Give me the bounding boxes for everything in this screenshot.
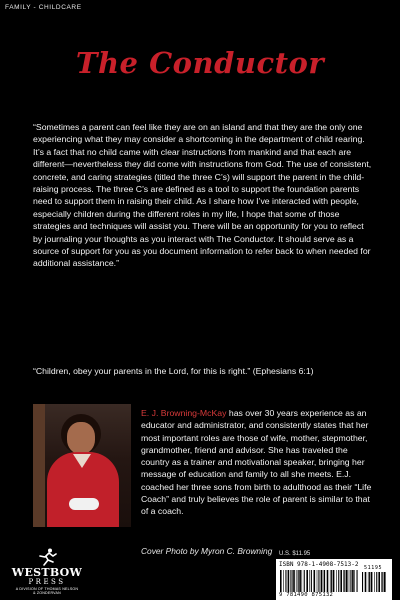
publisher-logo [6, 548, 88, 598]
author-bio-text: has over 30 years experience as an educator and administrator, and consistently states that her most important roles are those of wife, mother, stepmother, grandmother, friend and advisor. She has traveled the country as a trainer and motivational speaker, bringing her message of education and family to all she meets. E.J. coached her three sons from birth to adulthood as their “Life Coach” and truly believes the role of parent is similar to that of a coach. [141, 408, 372, 517]
publisher-press: PRESS [28, 578, 66, 586]
isbn-barcode [276, 559, 392, 600]
publisher-division-line1: A DIVISION OF THOMAS NELSON [15, 587, 79, 591]
price-label: U.S. $11.95 [279, 551, 311, 557]
isbn-text: ISBN 978-1-4908-7513-2 [279, 561, 359, 568]
publisher-name: WESTBOW [11, 566, 83, 579]
back-cover-blurb: “Sometimes a parent can feel like they are on an island and that they are the only one experiencing what they may consider a shortcoming in the department of child rearing. It’s a fact that no child came with clear instructions from mankind and that each are different—nevertheless they did come with instructions from God. The use of consistent, concrete, and caring strategies (titled the three C’s) will support the parent in the child-raising process. The three C’s are defined as a tool to support the foundation parents need to support them in raising their child. As I share how I’ve interacted with people, especially children during the different roles in my life, I hope that some of those strategies and techniques will assist you. There will be an opportunity for you to reflect by journaling your thoughts as you interact with The Conductor. It should serve as a source of support for you as you document information to refer back to when needed for additional assistance.” [33, 122, 372, 269]
addon-barcode-bars [362, 572, 388, 592]
publisher-division [6, 587, 88, 596]
genre-label: FAMILY - CHILDCARE [5, 4, 82, 11]
book-title: The Conductor [75, 46, 325, 80]
addon-digits: 51195 [364, 565, 383, 571]
author-name: E. J. Browning-McKay [141, 408, 227, 418]
publisher-division-line2: & ZONDERVAN [33, 591, 61, 596]
author-photo [33, 404, 131, 527]
runner-logo-icon [37, 548, 57, 566]
author-bio [141, 407, 378, 518]
scripture-verse: “Children, obey your parents in the Lord, for this is right.” (Ephesians 6:1) [33, 366, 314, 376]
cover-photo-credit: Cover Photo by Myron C. Browning [141, 546, 273, 556]
ean-barcode-bars [280, 570, 360, 592]
barcode-digits: 9 781490 875132 [279, 592, 334, 598]
